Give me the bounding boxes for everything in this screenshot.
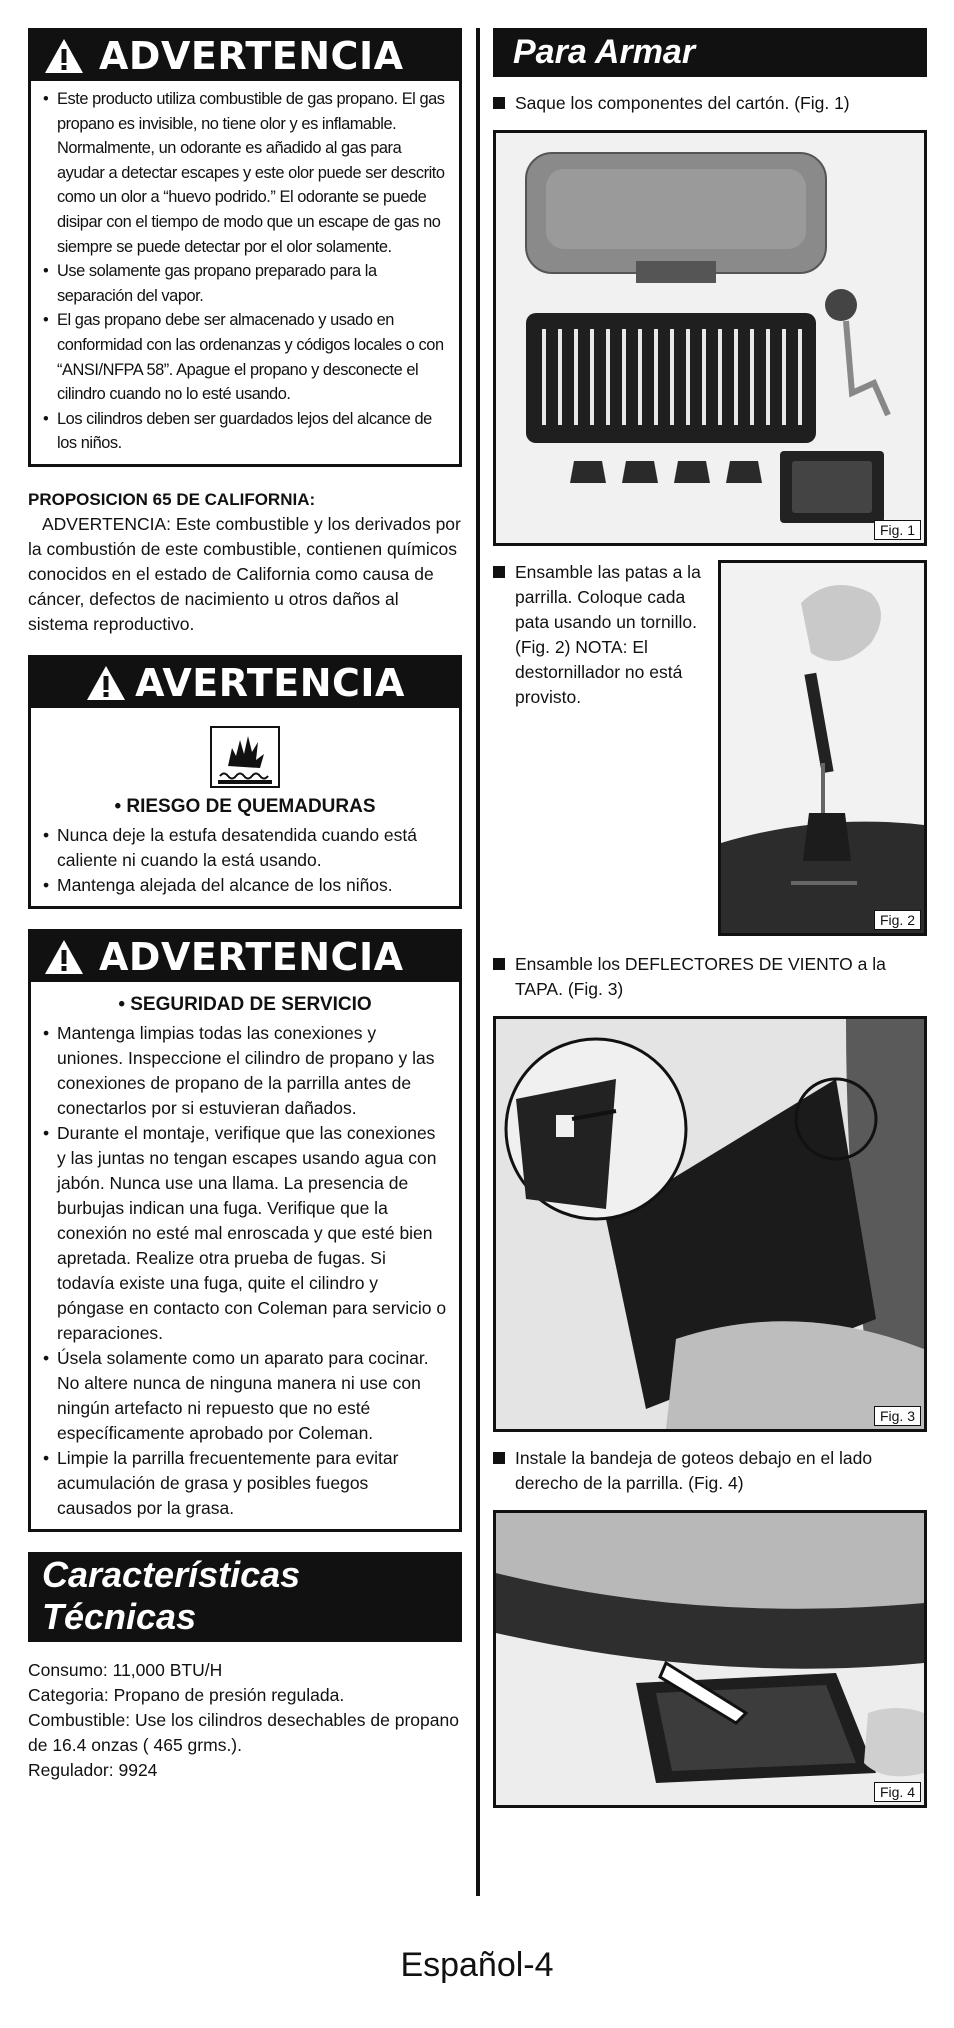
- bullet-square-icon: [493, 566, 505, 578]
- warning-triangle-icon: [85, 664, 127, 702]
- list-item: • Limpie la parrilla frecuentemente para evitar acumulación de grasa y posibles fuegos causados por la grasa.: [43, 1446, 447, 1521]
- step-2-row: [493, 560, 927, 940]
- figure-label: Fig. 2: [874, 910, 921, 930]
- step-text: Ensamble las patas a la parrilla. Coloque cada pata usando un tornillo. (Fig. 2) NOTA: El destornillador no está provisto.: [515, 562, 701, 707]
- hot-surface-icon: [210, 726, 280, 788]
- figure-label: Fig. 4: [874, 1782, 921, 1802]
- warning-body: [31, 982, 459, 1529]
- list-item: • Mantenga limpias todas las conexiones y uniones. Inspeccione el cilindro de propano y las conexiones de propano de la parrilla antes de conectarlos por si estuvieran dañados.: [43, 1021, 447, 1121]
- warning-header: [31, 31, 459, 81]
- left-column: [28, 28, 462, 1783]
- right-column: [493, 28, 927, 1808]
- list-item: • Úsela solamente como un aparato para cocinar. No altere nunca de ninguna manera ni use con ningún artefacto ni repuesto que no esté específicamente aprobado por Coleman.: [43, 1346, 447, 1446]
- leg-assembly-illustration: [721, 563, 924, 933]
- list-item: • Durante el montaje, verifique que las conexiones y las juntas no tengan escapes usando agua con jabón. Nunca use una llama. La presencia de burbujas indican una fuga. Verifique que la conexión no esté mal enroscada y que esté bien apretada. Realize otra prueba de fugas. Si todavía existe una fuga, quite el cilindro y póngase en contacto con Coleman para servicio o reparaciones.: [43, 1121, 447, 1346]
- warning-title: ADVERTENCIA: [99, 934, 404, 979]
- figure-3: [493, 1016, 927, 1432]
- bullet-square-icon: [493, 1452, 505, 1464]
- bullet-square-icon: [493, 958, 505, 970]
- page-number: Español-4: [400, 1946, 554, 1984]
- specs-list: [28, 1658, 462, 1783]
- list-item: • Mantenga alejada del alcance de los niños.: [43, 873, 447, 898]
- step-text: Ensamble los DEFLECTORES DE VIENTO a la TAPA. (Fig. 3): [515, 954, 886, 999]
- spec-line: Categoria: Propano de presión regulada.: [28, 1684, 345, 1705]
- warning-box-propane: [28, 28, 462, 467]
- column-divider: [476, 28, 480, 1896]
- specs-title: [28, 1552, 462, 1642]
- figure-4: [493, 1510, 927, 1808]
- warning-title: AVERTENCIA: [135, 660, 405, 705]
- figure-label: Fig. 1: [874, 520, 921, 540]
- step-1: [493, 91, 927, 116]
- wind-deflector-illustration: [496, 1019, 924, 1429]
- specs-title-line: Características: [42, 1553, 301, 1595]
- warning-header: [31, 658, 459, 708]
- warning-body: [31, 708, 459, 906]
- list-item: • El gas propano debe ser almacenado y usado en conformidad con las ordenanzas y códigos locales o con “ANSI/NFPA 58”. Apague el propano y desconecte el cilindro cuando no lo esté usando.: [43, 308, 447, 406]
- prop65-text: ADVERTENCIA: Este combustible y los derivados por la combustión de este combustible, contienen químicos conocidos en el estado de California como causa de cáncer, defectos de nacimiento u otros daños al sistema reproductivo.: [28, 513, 461, 634]
- prop65-notice: [28, 487, 462, 637]
- bullet-square-icon: [493, 97, 505, 109]
- step-3: [493, 952, 927, 1002]
- spec-line: Combustible: Use los cilindros desechables de propano de 16.4 onzas ( 465 grms.).: [28, 1709, 459, 1755]
- warning-box-burn: [28, 655, 462, 909]
- step-4: [493, 1446, 927, 1496]
- figure-2: [718, 560, 927, 936]
- specs-title-line: Técnicas: [42, 1595, 197, 1637]
- warning-header: [31, 932, 459, 982]
- grill-components-illustration: [496, 133, 924, 543]
- list-item: • Los cilindros deben ser guardados lejos del alcance de los niños.: [43, 407, 447, 456]
- warning-triangle-icon: [43, 938, 85, 976]
- figure-label: Fig. 3: [874, 1406, 921, 1426]
- figure-1: [493, 130, 927, 546]
- warning-body: [31, 81, 459, 464]
- assembly-title: Para Armar: [493, 28, 927, 77]
- step-text: Instale la bandeja de goteos debajo en el lado derecho de la parrilla. (Fig. 4): [515, 1448, 873, 1493]
- spec-line: Consumo: 11,000 BTU/H: [28, 1659, 223, 1680]
- spec-line: Regulador: 9924: [28, 1759, 158, 1780]
- step-text: Saque los componentes del cartón. (Fig. 1): [515, 93, 850, 113]
- warning-subtitle: • SEGURIDAD DE SERVICIO: [118, 993, 372, 1015]
- list-item: • Este producto utiliza combustible de gas propano. El gas propano es invisible, no tiene olor y es inflamable. Normalmente, un odorante es añadido al gas para ayudar a detectar escapes y este olor puede ser descrito como un olor a “huevo podrido.” El odorante se puede disipar con el tiempo de modo que un escape de gas no siempre se puede detectar por el olor solamente.: [43, 87, 447, 259]
- drip-tray-illustration: [496, 1513, 924, 1805]
- warning-box-service: [28, 929, 462, 1532]
- warning-subtitle: • RIESGO DE QUEMADURAS: [114, 795, 376, 817]
- list-item: • Nunca deje la estufa desatendida cuando está caliente ni cuando la está usando.: [43, 823, 447, 873]
- list-item: • Use solamente gas propano preparado para la separación del vapor.: [43, 259, 447, 308]
- step-2: [493, 560, 715, 710]
- prop65-title: PROPOSICION 65 DE CALIFORNIA:: [28, 489, 316, 509]
- warning-title: ADVERTENCIA: [99, 34, 404, 78]
- warning-triangle-icon: [43, 37, 85, 75]
